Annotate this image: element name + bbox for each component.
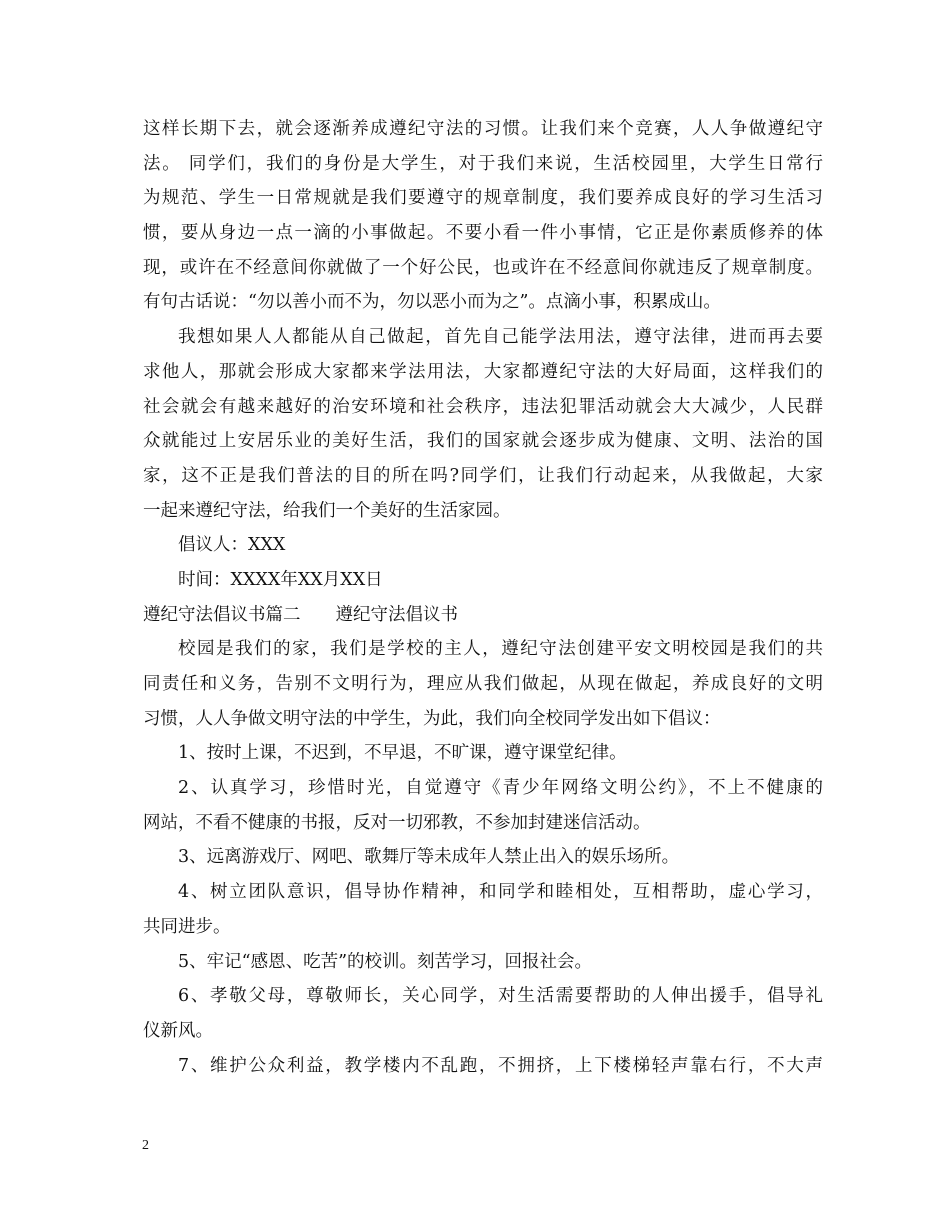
list-item: 4、树立团队意识，倡导协作精神，和同学和睦相处，互相帮助，虚心学习， <box>178 882 823 903</box>
list-item: 5、牢记“感恩、吃苦”的校训。刻苦学习，回报社会。 <box>178 951 593 972</box>
text-line: 社会就会有越来越好的治安环境和社会秩序，违法犯罪活动就会大大减少，人民群 <box>143 396 823 417</box>
text-line: 同责任和义务，告别不文明行为，理应从我们做起，从现在做起，养成良好的文明 <box>143 674 823 694</box>
text-line: 有句古话说：“勿以善小而不为，勿以恶小而为之”。点滴小事，积累成山。 <box>143 292 721 313</box>
text-line: 我想如果人人都能从自己做起，首先自己能学法用法，遵守法律，进而再去要 <box>178 327 823 348</box>
text-line: 法。 同学们，我们的身份是大学生，对于我们来说，生活校园里，大学生日常行 <box>143 153 823 174</box>
text-line: 一起来遵纪守法，给我们一个美好的生活家园。 <box>143 500 511 521</box>
text-line: 网站，不看不健康的书报，反对一切邪教，不参加封建迷信活动。 <box>143 812 651 833</box>
text-line: 校园是我们的家，我们是学校的主人，遵纪守法创建平安文明校园是我们的共 <box>178 639 823 660</box>
text-line: 惯，要从身边一点一滴的小事做起。不要小看一件小事情，它正是你素质修养的体 <box>143 223 823 244</box>
text-line: 求他人，那就会形成大家都来学法用法，大家都遵纪守法的大好局面，这样我们的 <box>143 361 823 382</box>
text-line: 家，这不正是我们普法的目的所在吗?同学们，让我们行动起来，从我做起，大家 <box>143 465 823 486</box>
list-item: 1、按时上课，不迟到，不早退，不旷课，遵守课堂纪律。 <box>178 743 627 764</box>
body-text <box>143 112 823 1083</box>
list-item: 2、认真学习，珍惜时光，自觉遵守《青少年网络文明公约》，不上不健康的 <box>178 778 823 799</box>
date-line: 时间：XXXX年XX月XX日 <box>178 569 383 590</box>
text-line: 仪新风。 <box>143 1020 213 1041</box>
section-heading: 遵纪守法倡议书篇二 遵纪守法倡议书 <box>143 604 458 625</box>
list-item: 3、远离游戏厅、网吧、歌舞厅等未成年人禁止出入的娱乐场所。 <box>178 847 680 868</box>
list-item: 7、维护公众利益，教学楼内不乱跑，不拥挤，上下楼梯轻声靠右行，不大声 <box>178 1055 823 1076</box>
text-line: 习惯，人人争做文明守法的中学生，为此，我们向全校同学发出如下倡议： <box>143 708 721 729</box>
text-line: 现，或许在不经意间你就做了一个好公民，也或许在不经意间你就违反了规章制度。 <box>143 257 823 278</box>
list-item: 6、孝敬父母，尊敬师长，关心同学，对生活需要帮助的人伸出援手，倡导礼 <box>178 986 823 1007</box>
text-line: 为规范、学生一日常规就是我们要遵守的规章制度，我们要养成良好的学习生活习 <box>143 188 823 209</box>
page-number: 2 <box>142 1138 149 1153</box>
text-line: 这样长期下去，就会逐渐养成遵纪守法的习惯。让我们来个竞赛，人人争做遵纪守 <box>143 119 823 139</box>
text-line: 众就能过上安居乐业的美好生活，我们的国家就会逐步成为健康、文明、法治的国 <box>143 431 823 452</box>
signatory-line: 倡议人：XXX <box>178 535 286 556</box>
text-line: 共同进步。 <box>143 916 231 937</box>
